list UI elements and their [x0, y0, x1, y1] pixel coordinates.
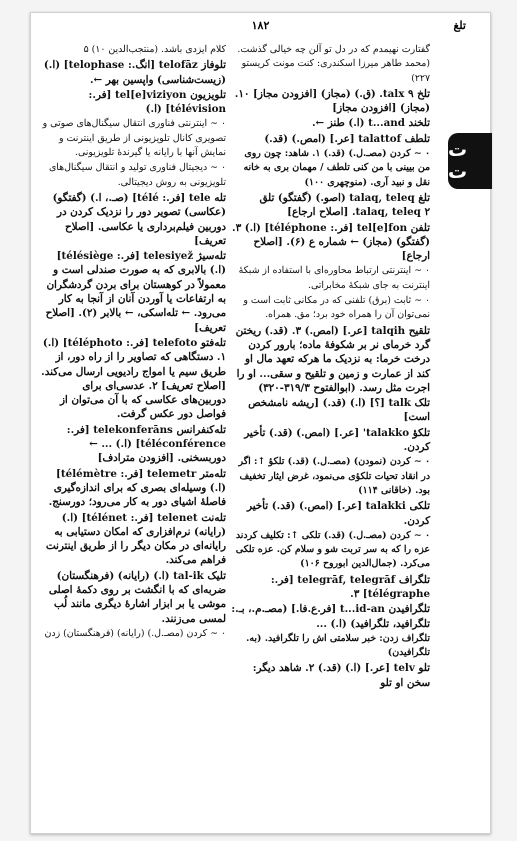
entry-subentry: ۰ ∽ ثابت (برق) تلفنی که در مکانی ثابت است و نمی‌توان آن را همراه خود برد؛ مق. همراه. [243, 295, 430, 321]
entry-headword-telemetr: تله‌متر telemetr [فر.: télémètre] (ا.) وسیله‌ای بصری که برای اندازه‌گیری فاصلهٔ اشیای دور به کار می‌رود؛ دورسنج. [48, 467, 226, 509]
entry-headword-talqih: تلقیح talqih [عر.] (امص.) ۳. (قد.) ریختن گرد خرمای نر بر شکوفهٔ ماده؛ بارور کردن درخت خرما: به نزدیک ما هرکه تعهد مال او کند از عمارت و زمین و تلقیح و سقی... او را اجرت مثل رسد. (ابوالفتوح ۳۱۹/۳-۳۲۰) [235, 324, 430, 394]
entry-subentry: ۰ ∽ کردن (مصـ.ل.) (قد.) تلکی ↑: تکلیف کردند عزه را که به سر تربت شو و سلام کن. عزه تلکی می‌کرد. (جمال‌الدین ابوروح ۱۰۶) [235, 529, 430, 570]
page-number: ۱۸۲ [251, 19, 270, 32]
entry-subentry: ۰ ∽ اینترنتی ارتباط محاوره‌ای با استفاده از شبکهٔ اینترنت به جای شبکهٔ مخابراتی. [238, 265, 430, 291]
entry-subentry: ۰ ∽ کردن (مصـ.ل.) (رایانه) (فرهنگستان) زدن [44, 627, 226, 639]
entry-headword-telesiyezh: تله‌سیژ telesiyež [فر.: télésiège] (ا.) بالابری که به صورت صندلی است و معمولاً در کوهستان برای بردن گردشگران به ارتفاعات یا آوردن آنان از آنجا به کار می‌رود. ← تله‌اسکی، ← بالابر (۲). [اصلاح تعریف] [45, 250, 226, 334]
entry-headword-talaq: تلغ talaq, teleq (اصو.) (گفتگو) تلق talaq, teleq ۲. [اصلاح ارجاع] [259, 191, 430, 219]
entry-headword-talkh: تلخ talx ۹. (ق.) (مجاز) [افزودن مجاز] ۱۰. (مجاز) [افزودن مجاز] [234, 87, 430, 115]
page-header [55, 19, 466, 37]
entry-headword-telv: تلو telv [عر.] (ا.) (قد.) ۲. شاهد دیگر: سخن او تلو [252, 662, 430, 689]
entry-headword-telefoto: تله‌فتو telefoto [فر.: téléphoto] (ا.) ۱. دستگاهی که تصاویر را از راه دور، از طریق سیم یا امواج رادیویی ارسال می‌کند. [اصلاح تعریف] ۲. عدسی‌ای برای دوربین‌های عکاسی که با آن می‌توان از فواصل دور عکس گرفت. [41, 336, 226, 421]
letter-thumb-tab: ت ت [448, 133, 492, 189]
entry-headword-telefon: تلفن tel[e]fon [فر.: téléphone] (ا.) ۳. (گفتگو) (مجاز) ← شماره ع (۶). [اصلاح ارجاع] [232, 221, 430, 263]
entry-headword-televiziyon: تلویزیون tel[e]viziyon [فر.: télévision] (ا.) [88, 88, 226, 116]
entry-subentry: ۰ ∽ اینترنتی فناوری انتقال سیگنال‌های صوتی و تصویری کانال تلویزیونی از طریق اینترنت و نمایش آنها با رایانه یا گیرندهٔ تلویزیونی. [42, 118, 226, 159]
entry-headword-telofaz: تلوفاز telofāz [انگ.: telophase] (ا.) (زیست‌شناسی) واپسین بهر ←. [43, 59, 226, 86]
entry-subentry: ۰ ∽ کردن (نمودن) (مصـ.ل.) (قد.) تلکؤ ↑: اگر در انقاد تحیات تلکؤی می‌نمود، غرض ایثار تخفیف بود. (خاقانی ۱۱۴) [238, 456, 430, 496]
entry-headword-telegrafidan: تلگرافیدن t...id-an [فر.ع.فا.] (مصـ.م.، بـ.: تلگرافید، تلگرافید) (ا.) ... [231, 603, 430, 630]
entry-headword-talk: تلک talk [؟] (ا.) (قد.) [ریشه نامشخص است] [248, 397, 430, 424]
entry-headword-talakki: تلکی talakki [عر.] (امص.) (قد.) تأخیر کردن. [247, 500, 430, 527]
entry-subentry: ۰ ∽ دیجیتال فناوری تولید و انتقال سیگنال‌های تلویزیونی به روش دیجیتالی. [48, 162, 226, 188]
dictionary-page [30, 12, 491, 834]
entry-paragraph: کلام ایزدی باشد. (منتجب‌الدین ۱۰) ۵ [83, 44, 226, 55]
entry-paragraph: گفتارت نهیمدم که در دل تو آلن چه خیالی گذشت. (محمد طاهر میرزا اسکندری: کنت مونت کریستو ۲۲۷) [237, 44, 430, 84]
entry-headword-tele: تله tele [فر.: télé] (صـ.، ا.) (گفتگو) (عکاسی) تصویر دور را نزدیک کردن در دوربین فیلم‌برداری یا عکاسی. [اصلاح تعریف] [52, 191, 226, 247]
entry-headword-talakko: تلکؤ talakko' [عر.] (امص.) (قد.) تأخیر کردن. [244, 426, 430, 454]
left-column [38, 43, 226, 642]
entry-headword-telekonferans: تله‌کنفرانس telekonferāns [فر.: téléconférence] (ا.) ... ← دوربسخنی. [افزودن مترادف] [66, 423, 226, 465]
entry-headword-telenet: تله‌نت telenet [فر.: télénet] (ا.) (رایانه) نرم‌افزاری که امکان دستیابی به رایانه‌ای در مکان دیگر را از طریق اینترنت فراهم می‌کند. [45, 511, 226, 567]
header-entry-word: تلغ [453, 19, 466, 32]
entry-headword-talattof: تلطف talattof [عر.] (امص.) (قد.) [264, 132, 430, 145]
entry-headword-talik: تلیک tal-ik (ا.) (رایانه) (فرهنگستان) ضربه‌ای که با انگشت بر روی دکمهٔ اصلی موشی یا بر ابزار اشارهٔ دیگری مانند لُب لمسی می‌زنند. [48, 569, 226, 625]
right-column [230, 43, 430, 691]
entry-example: تلگراف زدن: خبر سلامتی اش را تلگرافید. (به. تلگرافیدن) [246, 632, 430, 659]
entry-headword-talkhand: تلخند t...and (ا.) طنز ←. [311, 117, 430, 130]
entry-subentry: ۰ ∽ کردن (مصـ.ل.) (قد.) ۱. شاهد: چون روی من بیینی با من کنی تلطف / مهمان بری به خانه نقل و نبید آری. (منوچهری ۱۰۰) [243, 148, 430, 188]
entry-headword-telegraf: تلگراف telegrāf, telegrāf [فر.: télégraphe] ۳. [270, 573, 430, 600]
